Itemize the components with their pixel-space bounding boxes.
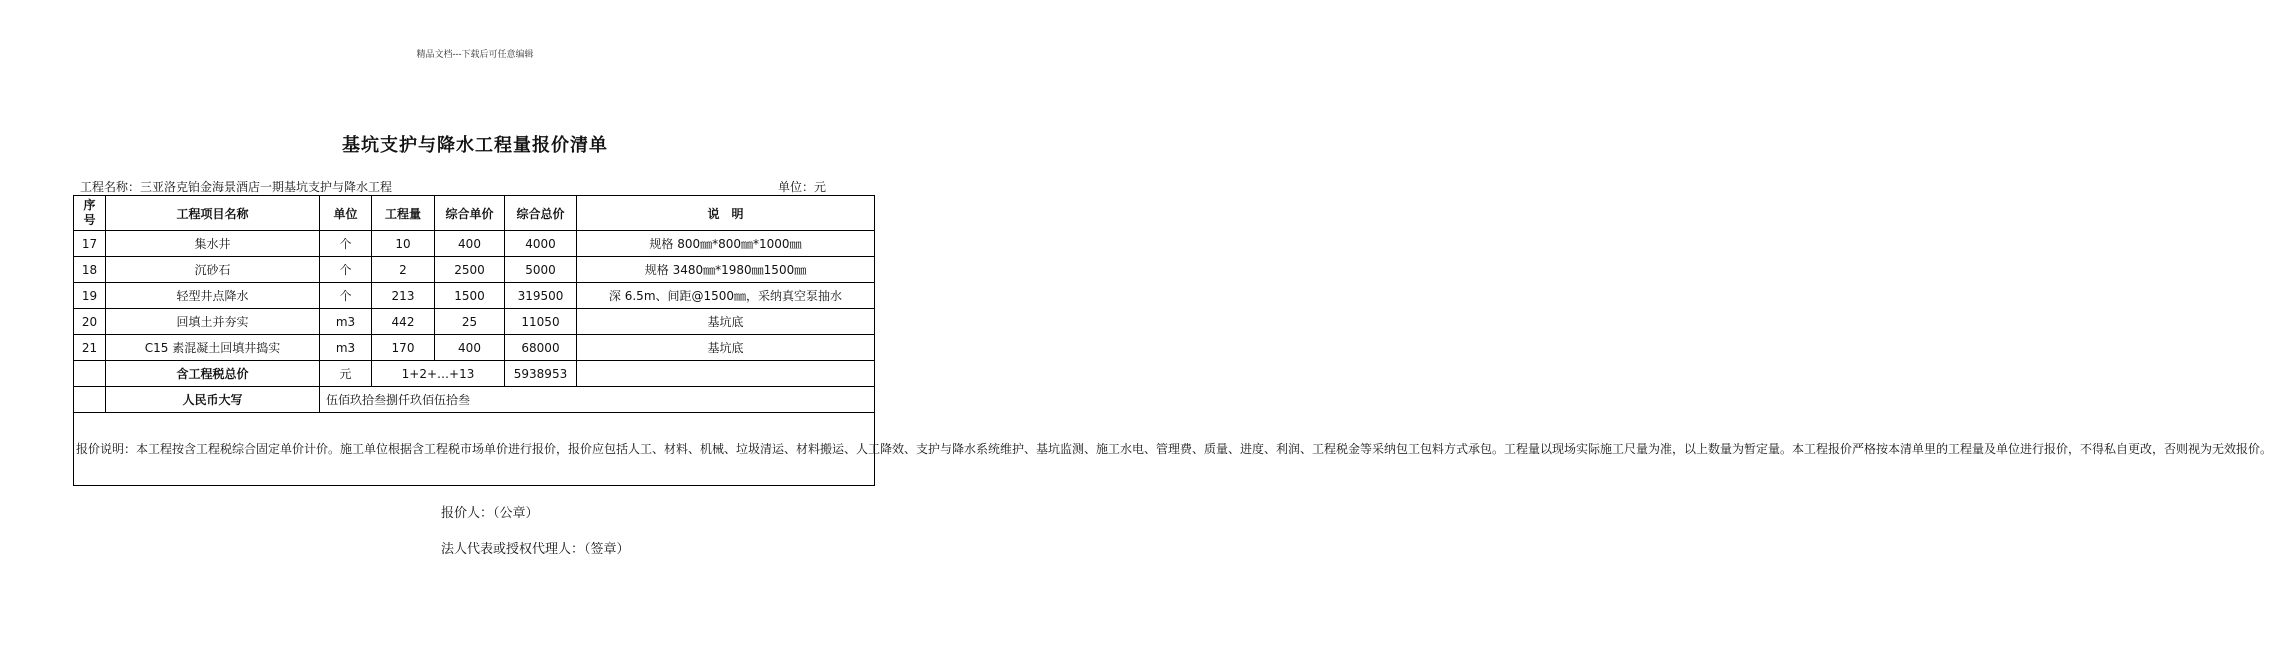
- project-name: 工程名称：三亚洛克铂金海景酒店一期基坑支护与降水工程: [80, 180, 393, 194]
- cell-unit: 个: [320, 231, 372, 257]
- table-row: [74, 283, 875, 309]
- summary-desc-cell: [577, 361, 875, 387]
- summary-unit: 元: [320, 361, 372, 387]
- table-header-row: [74, 196, 875, 231]
- cell-unit-price: 400: [435, 231, 505, 257]
- summary-label: 含工程税总价: [106, 361, 320, 387]
- cell-seq: 18: [74, 257, 106, 283]
- col-header-seq: [74, 196, 106, 231]
- cell-unit-price: 400: [435, 335, 505, 361]
- col-header-seq-bottom: 号: [83, 213, 96, 227]
- cell-desc: 深 6.5m、间距@1500㎜，采纳真空泵抽水: [577, 283, 875, 309]
- cell-seq: 20: [74, 309, 106, 335]
- bidder-signature: 报价人：（公章）: [441, 506, 539, 521]
- cell-item: 轻型井点降水: [106, 283, 320, 309]
- cell-unit: 个: [320, 257, 372, 283]
- cell-unit: m3: [320, 335, 372, 361]
- summary-seq-cell: [74, 361, 106, 387]
- cell-seq: 21: [74, 335, 106, 361]
- cell-total: 68000: [505, 335, 577, 361]
- summary-total: 5938953: [505, 361, 577, 387]
- document-title: 基坑支护与降水工程量报价清单: [342, 135, 608, 156]
- rmb-seq-cell: [74, 387, 106, 413]
- cell-total: 4000: [505, 231, 577, 257]
- col-header-item: 工程项目名称: [106, 196, 320, 231]
- col-header-unit-price: 综合单价: [435, 196, 505, 231]
- cell-unit-price: 2500: [435, 257, 505, 283]
- cell-item: C15 素混凝土回填井捣实: [106, 335, 320, 361]
- cell-qty: 213: [372, 283, 435, 309]
- header-watermark: 精品文档---下载后可任意编辑: [416, 50, 534, 60]
- table-row: [74, 335, 875, 361]
- cell-item: 集水井: [106, 231, 320, 257]
- cell-seq: 17: [74, 231, 106, 257]
- table-row: [74, 257, 875, 283]
- cell-unit: m3: [320, 309, 372, 335]
- cell-total: 319500: [505, 283, 577, 309]
- cell-unit-price: 25: [435, 309, 505, 335]
- col-header-qty: 工程量: [372, 196, 435, 231]
- summary-row: [74, 361, 875, 387]
- rmb-row: [74, 387, 875, 413]
- quote-note: 报价说明：本工程按含工程税综合固定单价计价。施工单位根据含工程税市场单价进行报价，报价应包括人工、材料、机械、垃圾清运、材料搬运、人工降效、支护与降水系统维护、基坑监测、施工水电、管理费、质量、进度、利润、工程税金等采纳包工包料方式承包。工程量以现场实际施工尺量为准，以上数量为暂定量。本工程报价严格按本清单里的工程量及单位进行报价，不得私自更改，否则视为无效报价。: [74, 413, 875, 486]
- cell-unit: 个: [320, 283, 372, 309]
- cell-item: 回填土并夯实: [106, 309, 320, 335]
- legal-rep-signature: 法人代表或授权代理人：（签章）: [441, 542, 630, 557]
- cell-total: 11050: [505, 309, 577, 335]
- col-header-seq-top: 序: [83, 198, 96, 212]
- rmb-label: 人民币大写: [106, 387, 320, 413]
- cell-desc: 基坑底: [577, 309, 875, 335]
- cell-desc: 规格 800㎜*800㎜*1000㎜: [577, 231, 875, 257]
- cell-qty: 442: [372, 309, 435, 335]
- cell-qty: 10: [372, 231, 435, 257]
- rmb-value: 伍佰玖拾叁捌仟玖佰伍拾叁: [320, 387, 875, 413]
- cell-qty: 2: [372, 257, 435, 283]
- cell-total: 5000: [505, 257, 577, 283]
- cell-desc: 规格 3480㎜*1980㎜1500㎜: [577, 257, 875, 283]
- summary-formula: 1+2+…+13: [372, 361, 505, 387]
- col-header-desc: 说 明: [577, 196, 875, 231]
- col-header-unit: 单位: [320, 196, 372, 231]
- quote-table: [73, 195, 2272, 486]
- cell-qty: 170: [372, 335, 435, 361]
- cell-seq: 19: [74, 283, 106, 309]
- table-row: [74, 309, 875, 335]
- cell-unit-price: 1500: [435, 283, 505, 309]
- cell-item: 沉砂石: [106, 257, 320, 283]
- cell-desc: 基坑底: [577, 335, 875, 361]
- table-row: [74, 231, 875, 257]
- col-header-total: 综合总价: [505, 196, 577, 231]
- currency-unit: 单位：元: [778, 180, 827, 194]
- note-row: [74, 413, 875, 486]
